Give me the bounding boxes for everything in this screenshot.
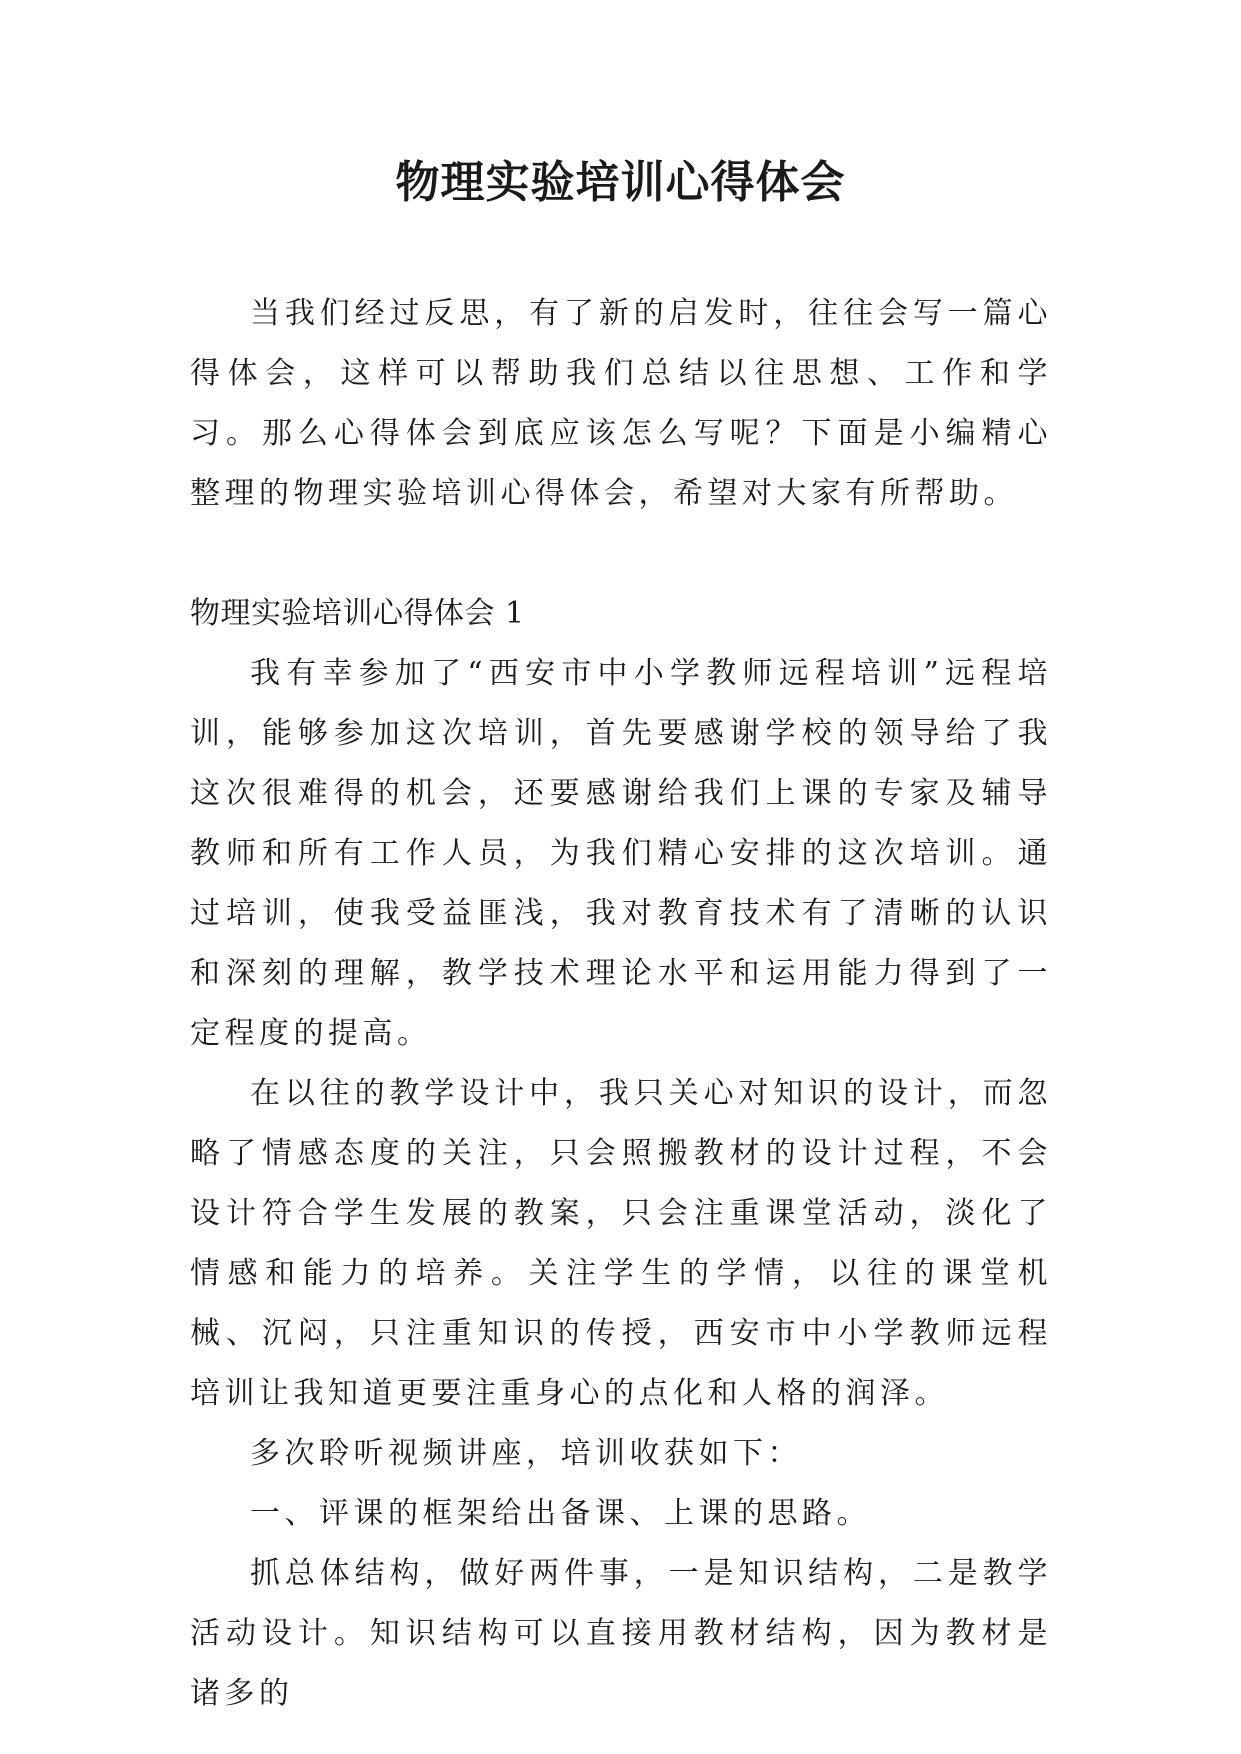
body-paragraph-3: 多次聆听视频讲座，培训收获如下： <box>250 1436 802 1471</box>
body-paragraph-2: 在以往的教学设计中，我只关心对知识的设计，而忽略了情感态度的关注，只会照搬教材的设计过程，不会设计符合学生发展的教案，只会注重课堂活动，淡化了情感和能力的培养。关注学生的学情，以往的课堂机械、沉闷，只注重知识的传授，西安市中小学教师远程培训让我知道更要注重身心的点化和人格的润泽。 <box>190 1076 1052 1411</box>
body-paragraph-1: 我有幸参加了“西安市中小学教师远程培训”远程培训，能够参加这次培训，首先要感谢学校的领导给了我这次很难得的机会，还要感谢给我们上课的专家及辅导教师和所有工作人员，为我们精心安排的这次培训。通过培训，使我受益匪浅，我对教育技术有了清晰的认识和深刻的理解，教学技术理论水平和运用能力得到了一定程度的提高。 <box>190 656 1052 1051</box>
body-paragraph-5: 抓总体结构，做好两件事，一是知识结构，二是教学活动设计。知识结构可以直接用教材结构，因为教材是诸多的 <box>190 1556 1052 1711</box>
section-heading: 物理实验培训心得体会 1 <box>190 596 525 631</box>
document-body <box>190 284 1052 1724</box>
body-paragraph-4: 一、评课的框架给出备课、上课的思路。 <box>250 1496 871 1531</box>
document-title: 物理实验培训心得体会 <box>395 157 846 208</box>
intro-paragraph: 当我们经过反思，有了新的启发时，往往会写一篇心得体会，这样可以帮助我们总结以往思想、工作和学习。那么心得体会到底应该怎么写呢？下面是小编精心整理的物理实验培训心得体会，希望对大家有所帮助。 <box>190 296 1052 511</box>
